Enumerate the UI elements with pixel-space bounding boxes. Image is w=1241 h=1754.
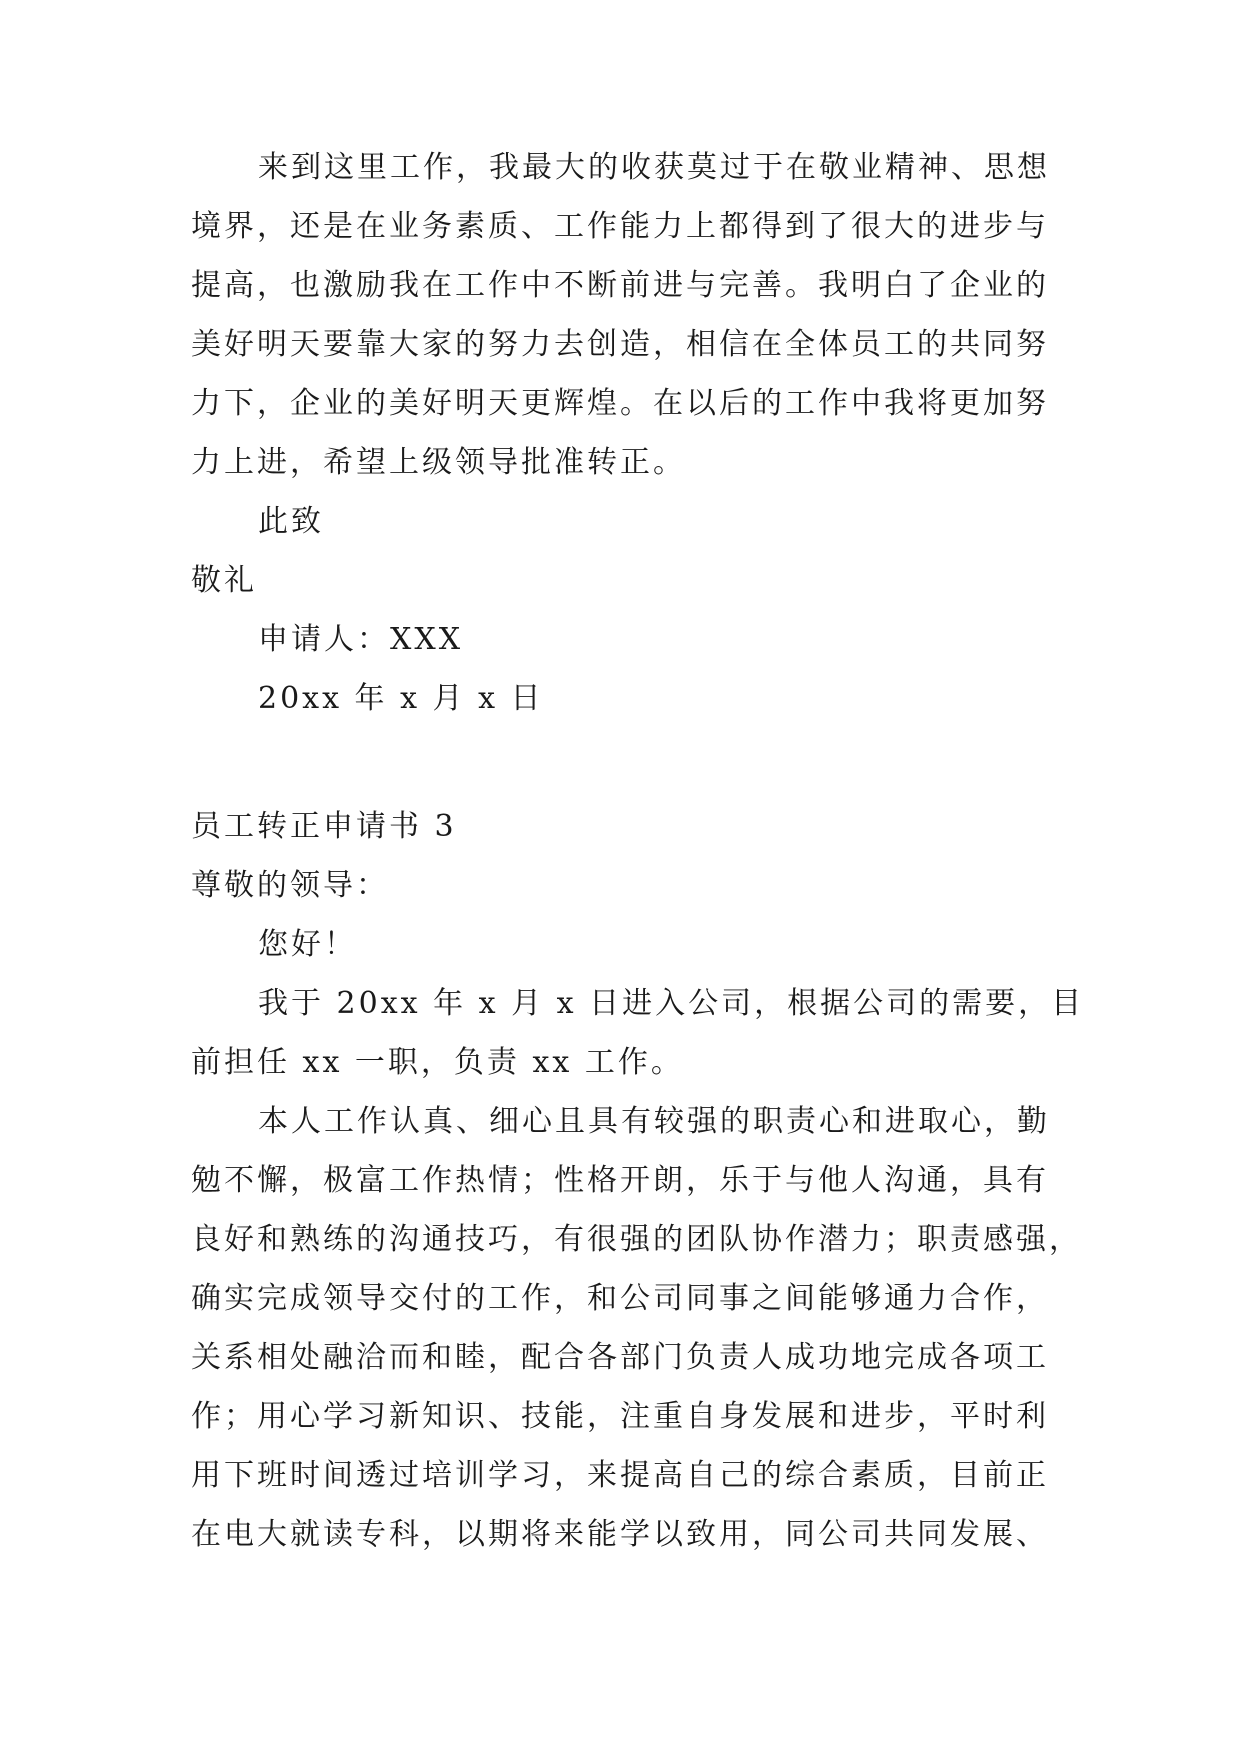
paragraph-line: 在电大就读专科，以期将来能学以致用，同公司共同发展、 <box>191 1517 1049 1552</box>
paragraph-line: 力上进，希望上级领导批准转正。 <box>191 445 686 480</box>
salutation: 尊敬的领导： <box>191 868 389 903</box>
paragraph-line: 作；用心学习新知识、技能，注重自身发展和进步，平时利 <box>191 1399 1049 1434</box>
paragraph-line: 用下班时间透过培训学习，来提高自己的综合素质，目前正 <box>191 1458 1049 1493</box>
letter-date: 20xx 年 x 月 x 日 <box>258 681 544 716</box>
applicant-signature: 申请人：XXX <box>258 622 464 657</box>
paragraph-line: 本人工作认真、细心且具有较强的职责心和进取心，勤 <box>258 1104 1050 1139</box>
paragraph-line: 我于 20xx 年 x 月 x 日进入公司，根据公司的需要，目 <box>258 986 1085 1021</box>
paragraph-line: 提高，也激励我在工作中不断前进与完善。我明白了企业的 <box>191 268 1049 303</box>
greeting: 您好！ <box>258 927 357 962</box>
closing-line-1: 此致 <box>258 504 324 539</box>
section-title: 员工转正申请书 3 <box>191 809 457 844</box>
letter-section-3 <box>191 797 1085 1564</box>
paragraph-line: 良好和熟练的沟通技巧，有很强的团队协作潜力；职责感强， <box>191 1222 1082 1257</box>
closing-line-2: 敬礼 <box>191 563 257 598</box>
paragraph-line: 勉不懈，极富工作热情；性格开朗，乐于与他人沟通，具有 <box>191 1163 1049 1198</box>
paragraph-line: 确实完成领导交付的工作，和公司同事之间能够通力合作， <box>191 1281 1049 1316</box>
paragraph-line: 美好明天要靠大家的努力去创造，相信在全体员工的共同努 <box>191 327 1049 362</box>
paragraph-line: 前担任 xx 一职，负责 xx 工作。 <box>191 1045 684 1080</box>
paragraph-line: 境界，还是在业务素质、工作能力上都得到了很大的进步与 <box>191 209 1049 244</box>
previous-letter-ending <box>191 138 1051 728</box>
paragraph-line: 来到这里工作，我最大的收获莫过于在敬业精神、思想 <box>258 150 1050 185</box>
paragraph-line: 力下，企业的美好明天更辉煌。在以后的工作中我将更加努 <box>191 386 1049 421</box>
paragraph-line: 关系相处融洽而和睦，配合各部门负责人成功地完成各项工 <box>191 1340 1049 1375</box>
